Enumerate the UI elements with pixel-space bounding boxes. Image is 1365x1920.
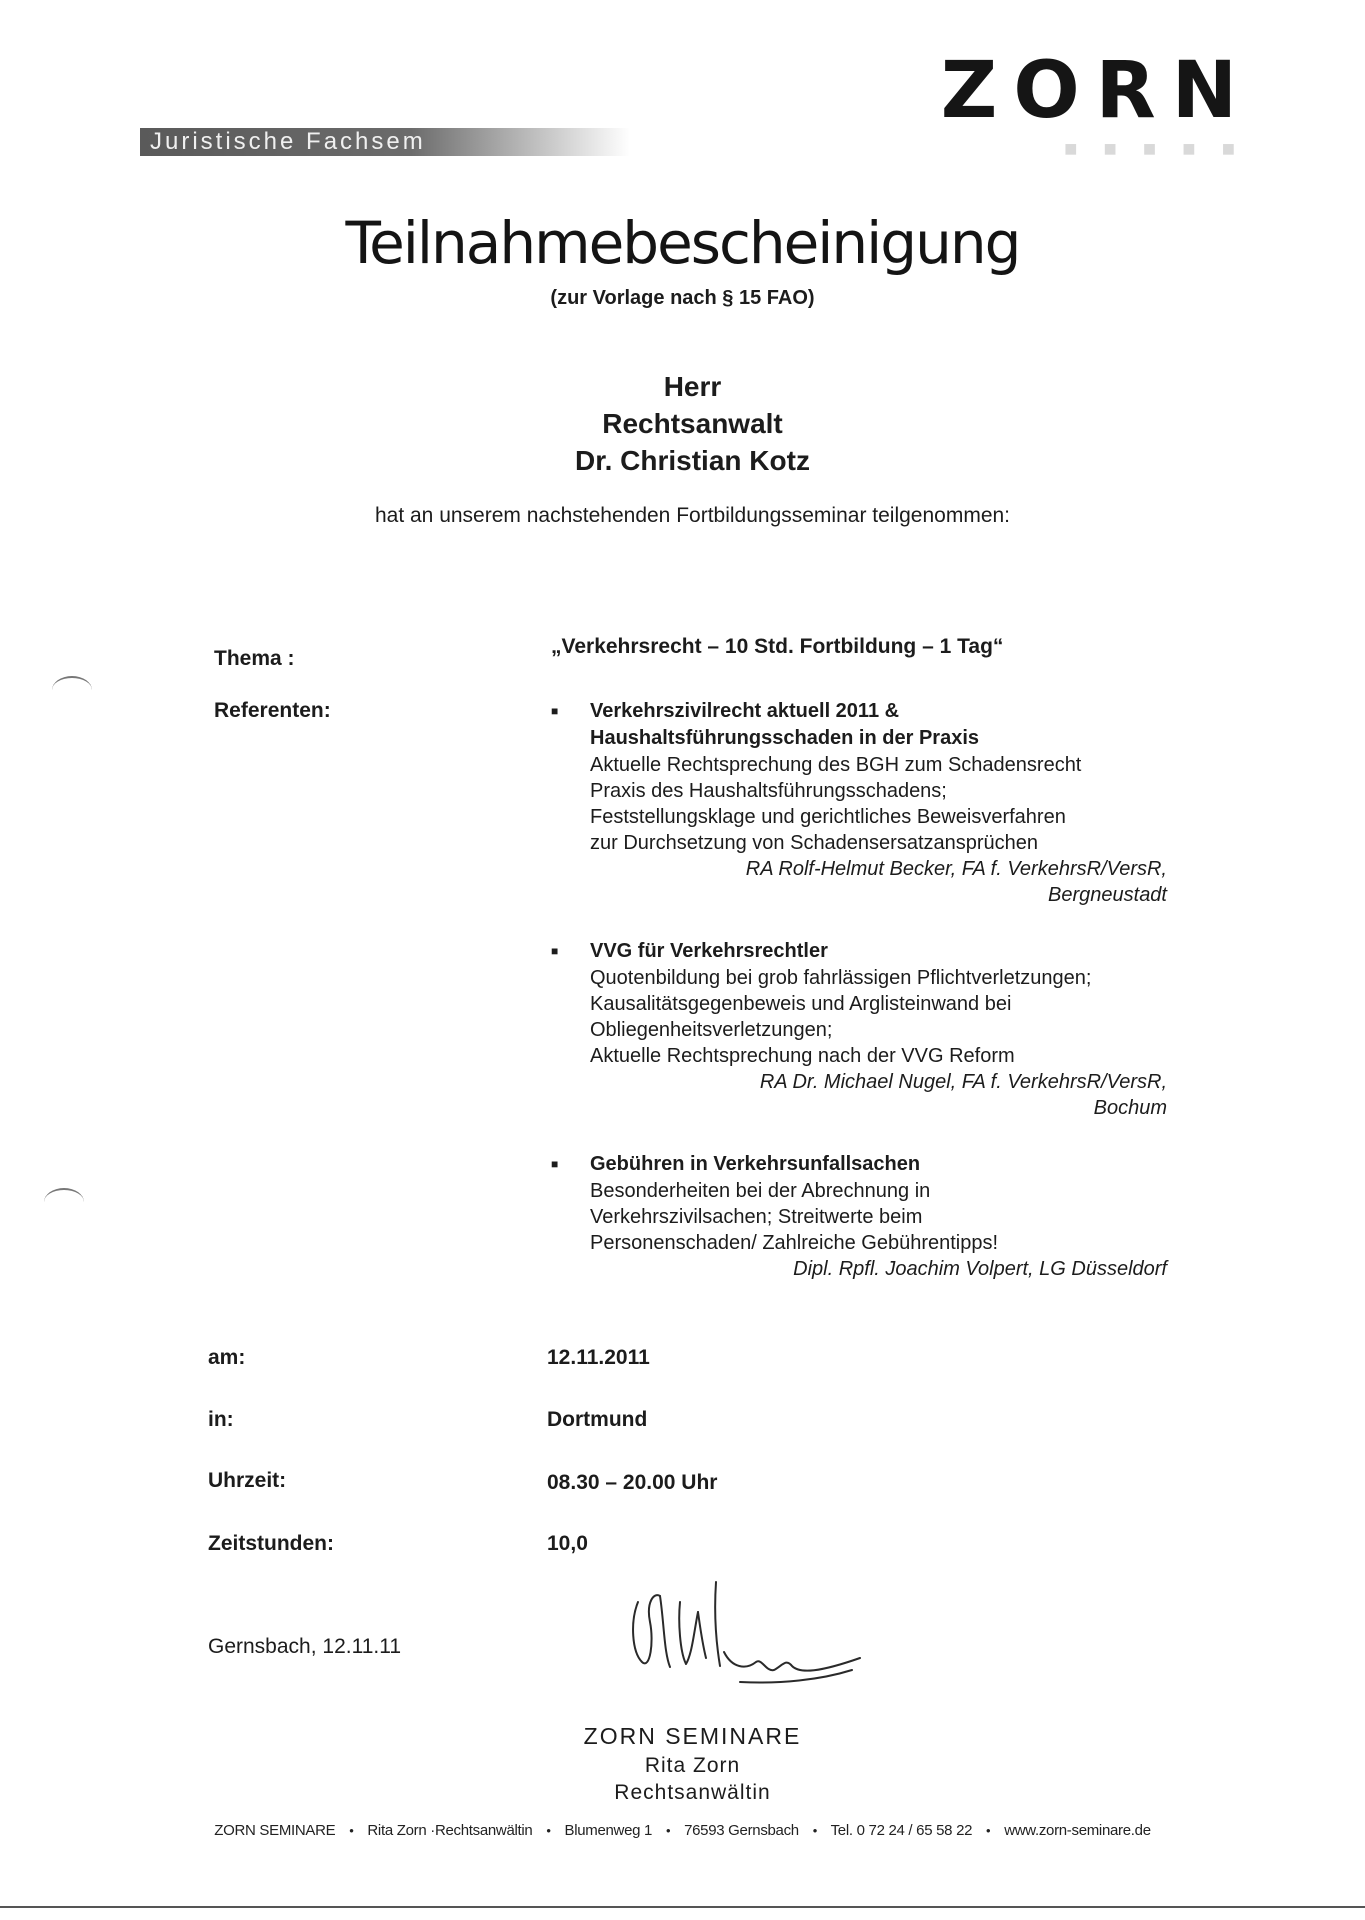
logo-faded-subline: ■ ■ ■ ■ ■ [1064, 136, 1245, 161]
bullet-icon: ■ [551, 944, 559, 958]
topic-item [590, 938, 1167, 1121]
intro-text: hat an unserem nachstehenden Fortbildungsseminar teilgenommen: [374, 504, 1011, 527]
topic-speaker: Bochum [1093, 1097, 1167, 1119]
footer-item: www.zorn-seminare.de [1004, 1822, 1151, 1839]
place-date: Gernsbach, 12.11.11 [208, 1635, 402, 1658]
header-banner: Juristische Fachsem [140, 128, 630, 156]
zeitstunden-value: 10,0 [547, 1532, 588, 1555]
page-subtitle: (zur Vorlage nach § 15 FAO) [550, 287, 815, 309]
bullet-icon: ■ [551, 704, 559, 718]
in-value: Dortmund [547, 1408, 648, 1431]
topic-description: Aktuelle Rechtsprechung des BGH zum Schadensrecht [590, 754, 1082, 776]
zorn-logo: ZORN [940, 46, 1253, 136]
punch-hole-mark [44, 1188, 84, 1216]
footer-item: Blumenweg 1 [564, 1822, 653, 1839]
referenten-label: Referenten: [214, 699, 331, 722]
uhrzeit-label: Uhrzeit: [208, 1469, 287, 1492]
punch-hole-mark [52, 676, 92, 704]
recipient-profession: Rechtsanwalt [602, 408, 783, 439]
footer-address [0, 1822, 1365, 1839]
topic-description: Feststellungsklage und gerichtliches Beweisverfahren [590, 806, 1066, 828]
footer-item: 76593 Gernsbach [684, 1822, 799, 1839]
recipient-salutation: Herr [663, 371, 722, 402]
thema-label: Thema : [214, 647, 295, 670]
footer-separator: • [812, 1823, 817, 1838]
topic-item [590, 698, 1167, 908]
topic-speaker: RA Rolf-Helmut Becker, FA f. VerkehrsR/VersR, [745, 858, 1167, 880]
topic-speaker: Bergneustadt [1048, 884, 1167, 906]
topic-speaker: RA Dr. Michael Nugel, FA f. VerkehrsR/VersR, [759, 1071, 1167, 1093]
topic-description: Obliegenheitsverletzungen; [590, 1019, 833, 1041]
topic-description: Aktuelle Rechtsprechung nach der VVG Reform [590, 1045, 1015, 1067]
footer-separator: • [665, 1823, 671, 1838]
page-title: Teilnahmebescheinigung [345, 209, 1020, 277]
thema-value: „Verkehrsrecht – 10 Std. Fortbildung – 1 Tag“ [551, 635, 1004, 658]
topic-title: Gebühren in Verkehrsunfallsachen [590, 1153, 921, 1175]
topic-description: zur Durchsetzung von Schadensersatzansprüchen [590, 832, 1039, 854]
organization-name: ZORN SEMINARE [583, 1723, 802, 1749]
footer-separator: • [349, 1823, 354, 1838]
recipient-block [0, 368, 1365, 479]
topic-description: Verkehrszivilsachen; Streitwerte beim [590, 1206, 923, 1228]
topic-description: Besonderheiten bei der Abrechnung in [590, 1180, 931, 1202]
organization-block [0, 1720, 1365, 1806]
footer-separator: • [546, 1823, 551, 1838]
handwritten-signature [620, 1562, 880, 1702]
am-value: 12.11.2011 [547, 1346, 650, 1369]
topic-title: VVG für Verkehrsrechtler [590, 940, 828, 962]
topic-description: Kausalitätsgegenbeweis und Arglisteinwand bei [590, 993, 1012, 1015]
topic-item [590, 1151, 1167, 1282]
topic-description: Praxis des Haushaltsführungsschadens; [590, 780, 947, 802]
footer-item: ZORN SEMINARE [214, 1822, 336, 1839]
footer-item: Rita Zorn ·Rechtsanwältin [367, 1822, 533, 1839]
zeitstunden-label: Zeitstunden: [208, 1532, 334, 1555]
recipient-name: Dr. Christian Kotz [575, 445, 810, 476]
footer-separator: • [986, 1823, 991, 1838]
footer-item: Tel. 0 72 24 / 65 58 22 [830, 1822, 973, 1839]
bottom-edge-line [0, 1906, 1365, 1908]
bullet-icon: ■ [551, 1157, 559, 1171]
topic-speaker: Dipl. Rpfl. Joachim Volpert, LG Düsseldorf [793, 1258, 1167, 1280]
topic-title: Haushaltsführungsschaden in der Praxis [590, 727, 979, 749]
topic-description: Personenschaden/ Zahlreiche Gebührentipps! [590, 1232, 999, 1254]
signatory-name: Rita Zorn [644, 1754, 741, 1777]
topic-title: Verkehrszivilrecht aktuell 2011 & [590, 700, 900, 722]
am-label: am: [208, 1346, 246, 1369]
signatory-role: Rechtsanwältin [614, 1781, 771, 1804]
uhrzeit-value: 08.30 – 20.00 Uhr [547, 1471, 718, 1494]
in-label: in: [208, 1408, 234, 1431]
topic-description: Quotenbildung bei grob fahrlässigen Pflichtverletzungen; [590, 967, 1092, 989]
